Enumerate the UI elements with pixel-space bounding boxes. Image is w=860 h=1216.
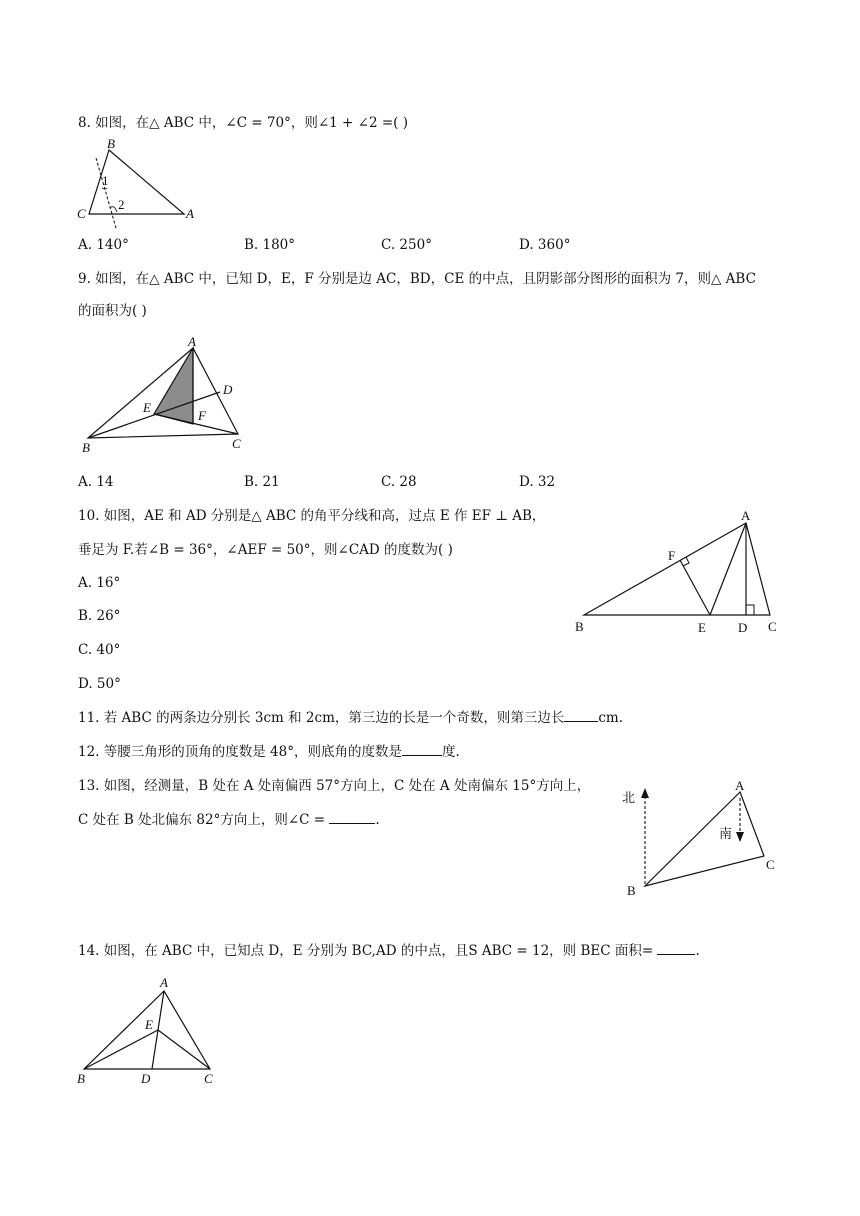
q14-label-c: C [204, 1071, 213, 1086]
q13-stem-line2 [78, 811, 380, 829]
q13-stem-line2-after: . [375, 812, 380, 828]
q9-option-b: B. 21 [244, 474, 280, 490]
q11-text-before: 11. 若 ABC 的两条边分别长 3cm 和 2cm，第三边的长是一个奇数，则第三边长 [78, 710, 565, 726]
q10-label-e: E [698, 620, 706, 635]
q8-stem: 8. 如图，在△ ABC 中，∠C = 70°，则∠1 + ∠2 =( ) [78, 115, 408, 131]
q9-stem-line2: 的面积为( ) [78, 303, 147, 319]
q9-label-e: E [143, 400, 151, 415]
q11-text [78, 709, 623, 727]
q14-figure [74, 975, 234, 1090]
q10-option-d: D. 50° [78, 676, 121, 692]
q11-text-after: cm. [598, 710, 624, 726]
q13-answer-blank [329, 811, 375, 824]
q8-label-b: B [107, 136, 115, 151]
q8-figure [74, 136, 204, 231]
q8-option-d: D. 360° [519, 237, 571, 253]
q14-text [78, 942, 700, 960]
q9-stem-line1: 9. 如图，在△ ABC 中，已知 D，E，F 分别是边 AC，BD，CE 的中点，且阴影部分图形的面积为 7，则△ ABC [78, 271, 756, 287]
q14-answer-blank [657, 942, 695, 955]
q14-label-d: D [141, 1071, 151, 1086]
q13-label-north: 北 [622, 790, 636, 805]
q14-label-e: E [145, 1017, 153, 1032]
q10-option-c: C. 40° [78, 642, 121, 658]
q11-answer-blank [564, 709, 598, 722]
q10-option-a: A. 16° [78, 575, 121, 591]
q9-figure [80, 334, 260, 459]
q8-label-a: A [186, 206, 194, 221]
q10-label-f: F [668, 548, 676, 563]
q9-option-d: D. 32 [519, 474, 556, 490]
q10-label-d: D [738, 620, 748, 635]
q10-option-b: B. 26° [78, 608, 121, 624]
q9-label-c: C [232, 436, 241, 451]
q8-option-c: C. 250° [381, 237, 432, 253]
q9-option-c: C. 28 [381, 474, 417, 490]
q8-option-a: A. 140° [78, 237, 129, 253]
q12-text-after: 度. [441, 744, 460, 760]
q12-text [78, 743, 460, 761]
q9-label-f: F [198, 408, 206, 423]
q8-option-b: B. 180° [244, 237, 296, 253]
q9-label-b: B [82, 440, 90, 455]
q14-label-a: A [160, 975, 168, 990]
q13-label-c: C [766, 857, 775, 872]
q14-text-before: 14. 如图，在 ABC 中，已知点 D，E 分别为 BC,AD 的中点，且S ABC = 12，则 BEC 面积= [78, 943, 654, 959]
q10-stem-line1: 10. 如图，AE 和 AD 分别是△ ABC 的角平分线和高，过点 E 作 EF ⊥ AB， [78, 508, 546, 524]
q9-option-a: A. 14 [78, 474, 114, 490]
q8-label-c: C [77, 206, 86, 221]
q10-label-b: B [575, 619, 584, 634]
q8-label-1: 1 [102, 173, 109, 188]
q12-text-before: 12. 等腰三角形的顶角的度数是 48°，则底角的度数是 [78, 744, 402, 760]
q12-answer-blank [402, 743, 442, 756]
q10-label-a: A [741, 508, 751, 523]
q13-label-a: A [735, 778, 745, 793]
q13-stem-line1: 13. 如图，经测量，B 处在 A 处南偏西 57°方向上，C 处在 A 处南偏东 15°方向上， [78, 778, 591, 794]
q13-figure [618, 778, 788, 903]
q13-stem-line2-before: C 处在 B 处北偏东 82°方向上，则∠C = [78, 812, 326, 828]
q14-text-after: . [695, 943, 700, 959]
q10-stem-line2: 垂足为 F.若∠B = 36°，∠AEF = 50°，则∠CAD 的度数为( ) [78, 542, 453, 558]
q8-label-2: 2 [118, 197, 125, 212]
q10-label-c: C [768, 619, 777, 634]
q9-label-d: D [223, 382, 233, 397]
q14-label-b: B [77, 1071, 85, 1086]
q13-label-south: 南 [719, 826, 733, 841]
q13-label-b: B [627, 883, 636, 898]
q9-label-a: A [188, 334, 196, 349]
q10-figure [570, 505, 785, 640]
